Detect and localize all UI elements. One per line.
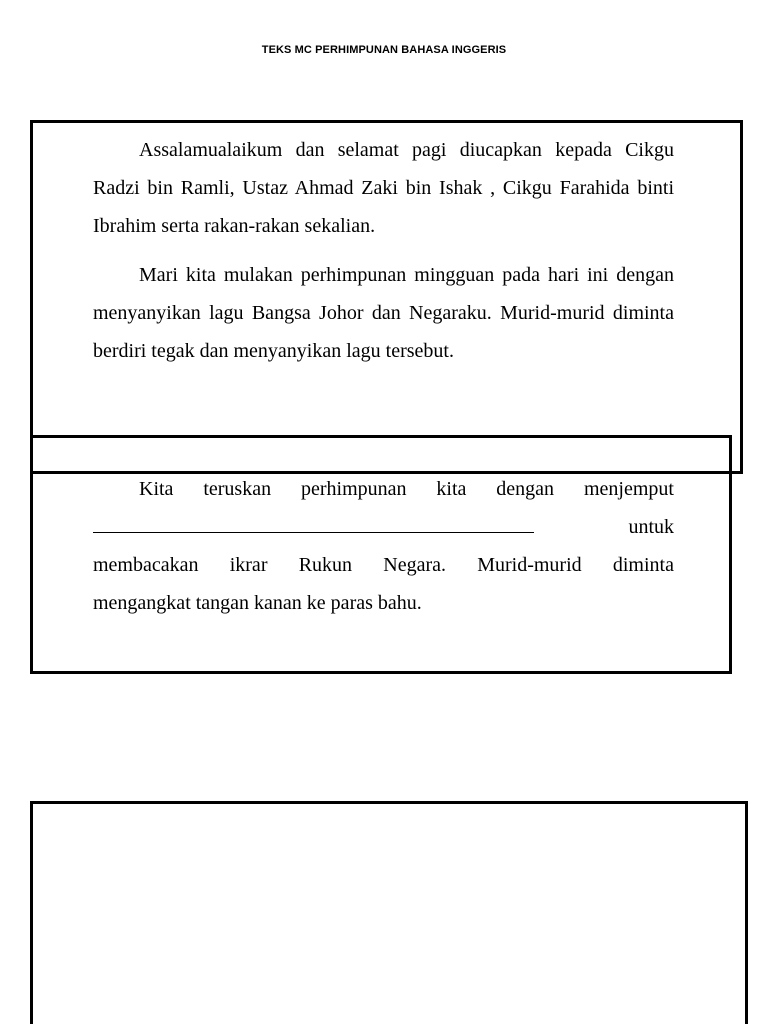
word: menjemput	[583, 478, 674, 500]
word: ikrar	[229, 554, 268, 576]
invite-line-4: mengangkat tangan kanan ke paras bahu.	[93, 592, 422, 614]
anthem-paragraph	[93, 256, 674, 370]
word: Murid-murid	[477, 554, 582, 576]
fill-in-blank[interactable]	[93, 508, 534, 533]
invite-line-1	[93, 470, 674, 508]
invite-line-3	[93, 546, 674, 584]
word: Negara.	[383, 554, 446, 576]
word: untuk	[628, 516, 674, 538]
word: dengan	[496, 478, 555, 500]
word: Kita	[139, 478, 174, 500]
text-box-empty	[30, 801, 748, 1024]
opening-greeting-text: Assalamualaikum dan selamat pagi diucapkan kepada Cikgu Radzi bin Ramli, Ustaz Ahmad Zaki bin Ishak , Cikgu Farahida binti Ibrahim serta rakan-rakan sekalian.	[93, 139, 674, 237]
word: teruskan	[203, 478, 272, 500]
word: diminta	[612, 554, 674, 576]
invite-line-2	[93, 508, 674, 546]
opening-greeting-paragraph	[93, 131, 674, 245]
word: kita	[436, 478, 467, 500]
word: membacakan	[93, 554, 199, 576]
document-title: TEKS MC PERHIMPUNAN BAHASA INGGERIS	[261, 44, 507, 56]
word: perhimpunan	[300, 478, 407, 500]
word: Rukun	[298, 554, 353, 576]
anthem-text: Mari kita mulakan perhimpunan mingguan pada hari ini dengan menyanyikan lagu Bangsa Johor dan Negaraku. Murid-murid diminta berdiri tegak dan menyanyikan lagu tersebut.	[93, 264, 674, 362]
